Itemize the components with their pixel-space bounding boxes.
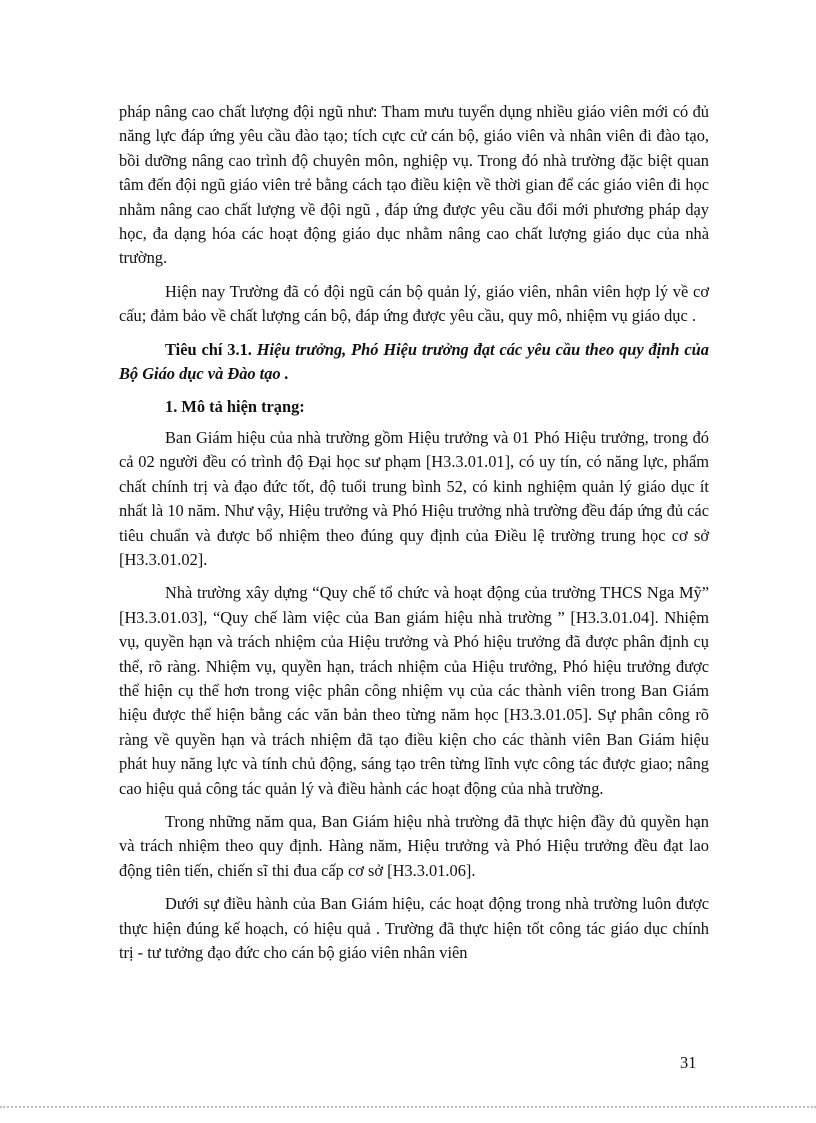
document-page [119, 100, 709, 974]
section-heading: 1. Mô tả hiện trạng: [165, 397, 305, 417]
criterion-heading [119, 338, 709, 387]
paragraph-regulations: Nhà trường xây dựng “Quy chế tổ chức và hoạt động của trường THCS Nga Mỹ” [H3.3.01.03], “Quy chế làm việc của Ban giám hiệu nhà trường ” [H3.3.01.04]. Nhiệm vụ, quyền hạn và trách nhiệm của Hiệu trưởng và Phó hiệu trưởng đã được phân định cụ thể, rõ ràng. Nhiệm vụ, quyền hạn, trách nhiệm của Hiệu trưởng, Phó hiệu trưởng được thể hiện cụ thể hơn trong việc phân công nhiệm vụ của các thành viên trong Ban Giám hiệu được thể hiện bằng các văn bản theo từng năm học [H3.3.01.05]. Sự phân công rõ ràng về quyền hạn và trách nhiệm đã tạo điều kiện cho các thành viên Ban Giám hiệu phát huy năng lực và tính chủ động, sáng tạo trên từng lĩnh vực công tác được giao; nâng cao hiệu quả công tác quản lý và điều hành các hoạt động của nhà trường. [119, 583, 709, 798]
criterion-label: Tiêu chí 3.1. [165, 339, 252, 359]
criterion-title: Hiệu trưởng, Phó Hiệu trưởng đạt các yêu cầu theo quy định của Bộ Giáo dục và Đào tạo . [119, 339, 709, 384]
paragraph-staff-summary: Hiện nay Trường đã có đội ngũ cán bộ quản lý, giáo viên, nhân viên hợp lý về cơ cấu; đảm bảo về chất lượng cán bộ, đáp ứng được yêu cầu, quy mô, nhiệm vụ giáo dục . [119, 281, 709, 326]
paragraph-activities: Dưới sự điều hành của Ban Giám hiệu, các hoạt động trong nhà trường luôn được thực hiện đúng kế hoạch, có hiệu quả . Trường đã thực hiện tốt công tác giáo dục chính trị - tư tưởng đạo đức cho cán bộ giáo viên nhân viên [119, 894, 709, 962]
footer-divider [0, 1106, 816, 1108]
page-number: 31 [680, 1053, 697, 1072]
paragraph-duties: Trong những năm qua, Ban Giám hiệu nhà trường đã thực hiện đầy đủ quyền hạn và trách nhiệm theo quy định. Hàng năm, Hiệu trưởng và Phó Hiệu trưởng đều đạt lao động tiên tiến, chiến sĩ thi đua cấp cơ sở [H3.3.01.06]. [119, 811, 709, 880]
paragraph-continuation: pháp nâng cao chất lượng đội ngũ như: Tham mưu tuyển dụng nhiều giáo viên mới có đủ năng lực đáp ứng yêu cầu đào tạo; tích cực cử cán bộ, giáo viên và nhân viên đi đào tạo, bồi dưỡng nâng cao trình độ chuyên môn, nghiệp vụ. Trong đó nhà trường đặc biệt quan tâm đến đội ngũ giáo viên trẻ bằng cách tạo điều kiện về thời gian để các giáo viên đi học nhằm nâng cao chất lượng về đội ngũ , đáp ứng được yêu cầu đổi mới phương pháp dạy học, đa dạng hóa các hoạt động giáo dục nhằm nâng cao chất lượng giáo dục của nhà trường. [119, 102, 709, 268]
paragraph-board: Ban Giám hiệu của nhà trường gồm Hiệu trưởng và 01 Phó Hiệu trưởng, trong đó cả 02 người đều có trình độ Đại học sư phạm [H3.3.01.01], có uy tín, có năng lực, phẩm chất chính trị và đạo đức tốt, độ tuổi trung bình 52, có kinh nghiệm quản lý giáo dục ít nhất là 10 năm. Như vậy, Hiệu trưởng và Phó Hiệu trưởng nhà trường đều đáp ứng đủ các tiêu chuẩn và được bổ nhiệm theo đúng quy định của Điều lệ trường trung học cơ sở [H3.3.01.02]. [119, 427, 709, 569]
